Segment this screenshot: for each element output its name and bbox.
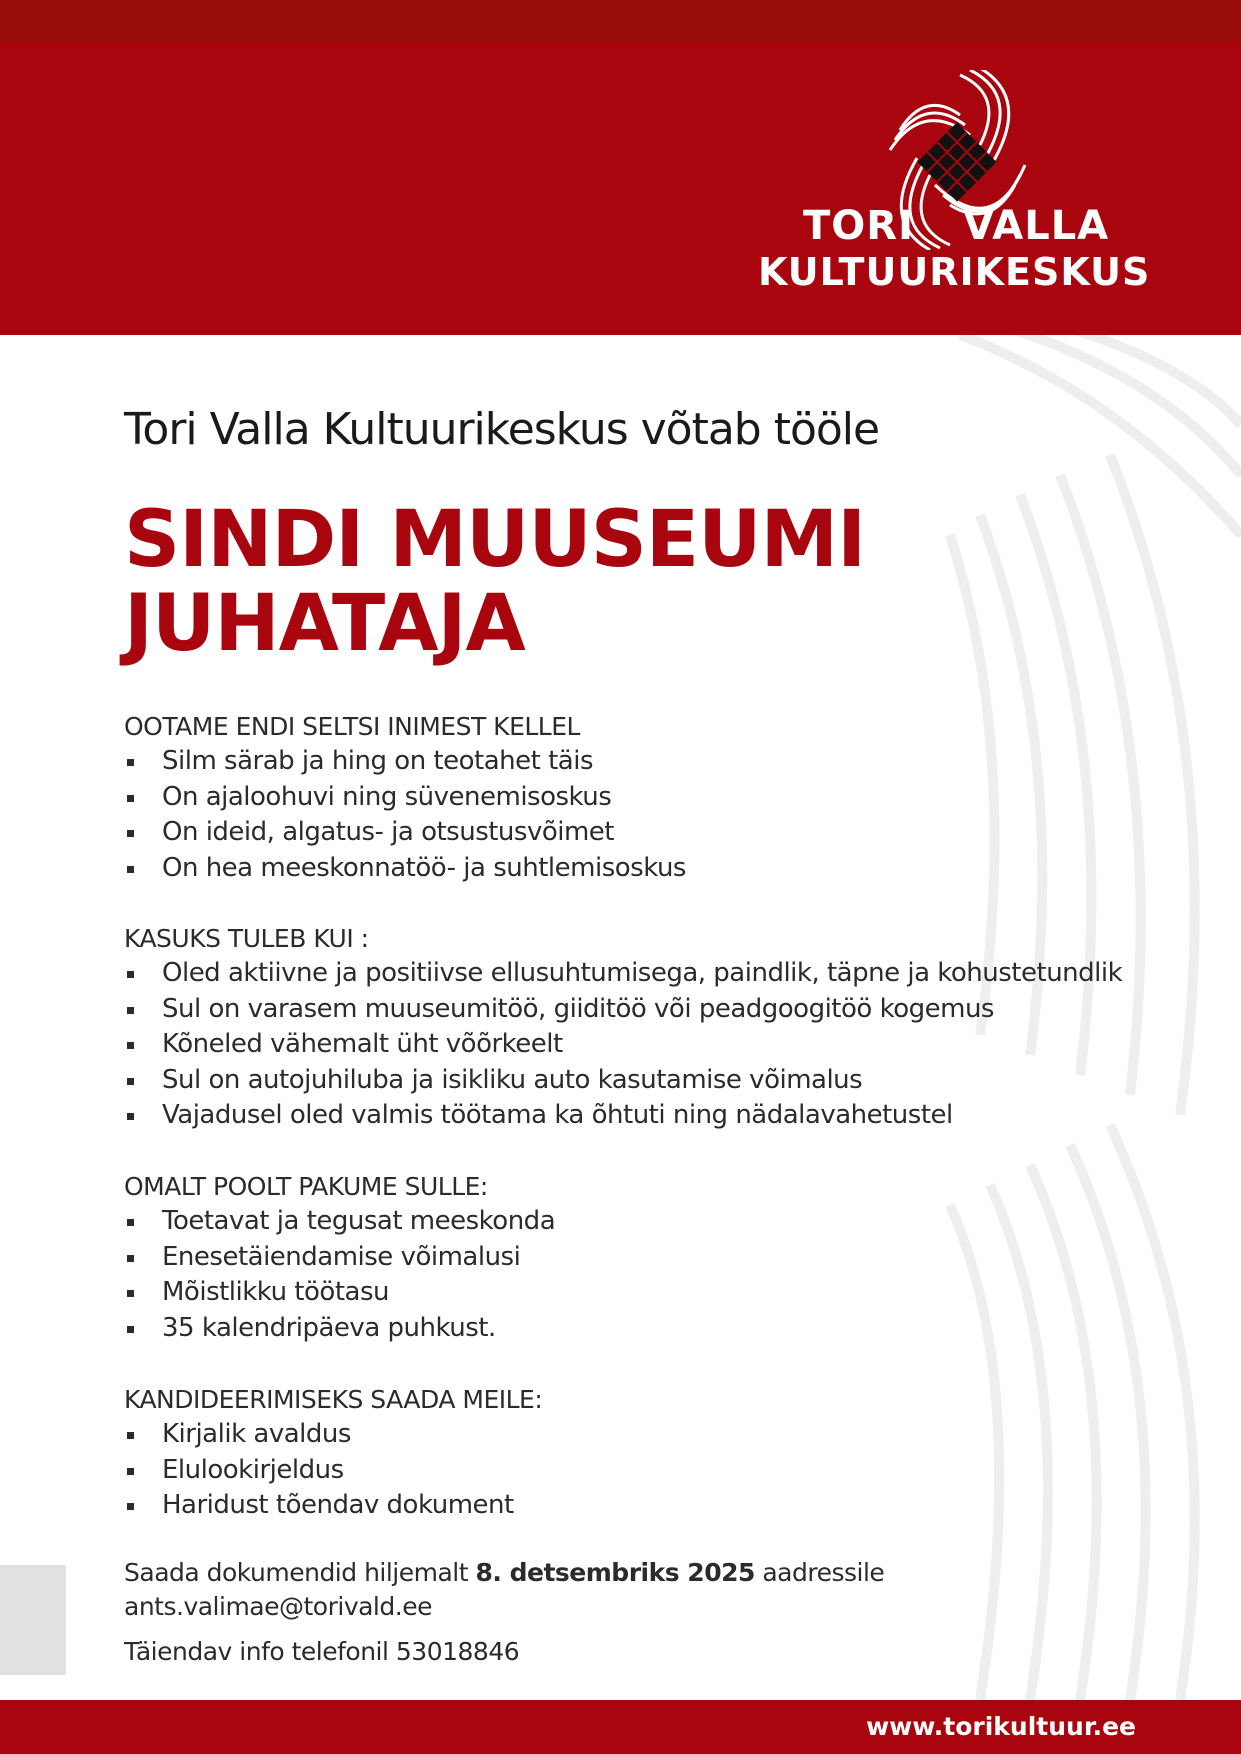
- logo-text-valla: VALLA: [963, 203, 1110, 249]
- bullet-icon: [127, 1503, 134, 1510]
- section-heading: OMALT POOLT PAKUME SULLE:: [124, 1172, 488, 1201]
- section-offer: [124, 1169, 1184, 1346]
- bullet-icon: [127, 1326, 134, 1333]
- list-item: Silm särab ja hing on teotahet täis: [124, 744, 1184, 780]
- list-item: Sul on varasem muuseumitöö, giiditöö või peadgoogitöö kogemus: [124, 992, 1184, 1028]
- bullet-icon: [127, 866, 134, 873]
- bullet-icon: [127, 759, 134, 766]
- section-advantages: [124, 921, 1184, 1134]
- top-strip: [0, 0, 1241, 42]
- bullet-list: [124, 956, 1184, 1134]
- list-item: Elulookirjeldus: [124, 1453, 1184, 1489]
- list-item: Enesetäiendamise võimalusi: [124, 1240, 1184, 1276]
- list-item: Mõistlikku töötasu: [124, 1275, 1184, 1311]
- bullet-list: [124, 744, 1184, 886]
- bullet-icon: [127, 971, 134, 978]
- bullet-icon: [127, 1468, 134, 1475]
- section-application: [124, 1382, 1184, 1524]
- bullet-icon: [127, 1007, 134, 1014]
- bullet-list: [124, 1417, 1184, 1524]
- list-item: On ideid, algatus- ja otsustusvõimet: [124, 815, 1184, 851]
- section-heading: KANDIDEERIMISEKS SAADA MEILE:: [124, 1385, 543, 1414]
- bullet-icon: [127, 1113, 134, 1120]
- contact-email[interactable]: ants.valimae@torivald.ee: [124, 1592, 432, 1621]
- bullet-icon: [127, 1219, 134, 1226]
- section-heading: KASUKS TULEB KUI :: [124, 924, 369, 953]
- list-item: On hea meeskonnatöö- ja suhtlemisoskus: [124, 851, 1184, 887]
- side-grey-block: [0, 1565, 66, 1675]
- list-item: Toetavat ja tegusat meeskonda: [124, 1204, 1184, 1240]
- list-item: On ajaloohuvi ning süvenemisoskus: [124, 780, 1184, 816]
- bullet-icon: [127, 795, 134, 802]
- contact-phone: Täiendav info telefonil 53018846: [124, 1637, 520, 1666]
- section-heading: OOTAME ENDI SELTSI INIMEST KELLEL: [124, 712, 580, 741]
- bullet-list: [124, 1204, 1184, 1346]
- website-link[interactable]: www.torikultuur.ee: [866, 1712, 1136, 1741]
- list-item: Oled aktiivne ja positiivse ellusuhtumisega, paindlik, täpne ja kohustetundlik: [124, 956, 1184, 992]
- deadline-date: 8. detsembriks 2025: [475, 1558, 755, 1587]
- job-title-line-2: JUHATAJA: [124, 579, 525, 669]
- bullet-icon: [127, 830, 134, 837]
- deadline-line: Saada dokumendid hiljemalt 8. detsembriks 2025 aadressile: [124, 1558, 885, 1587]
- list-item: 35 kalendripäeva puhkust.: [124, 1311, 1184, 1347]
- list-item: Sul on autojuhiluba ja isikliku auto kasutamise võimalus: [124, 1063, 1184, 1099]
- organization-logo: [745, 70, 1165, 300]
- list-item: Haridust tõendav dokument: [124, 1488, 1184, 1524]
- section-expectations: [124, 709, 1184, 886]
- job-title-line-1: SINDI MUUSEUMI: [124, 495, 866, 585]
- list-item: Kirjalik avaldus: [124, 1417, 1184, 1453]
- bullet-icon: [127, 1290, 134, 1297]
- bullet-icon: [127, 1078, 134, 1085]
- list-item: Kõneled vähemalt üht võõrkeelt: [124, 1027, 1184, 1063]
- intro-heading: Tori Valla Kultuurikeskus võtab tööle: [124, 404, 880, 455]
- bullet-icon: [127, 1432, 134, 1439]
- job-title: [124, 495, 866, 669]
- logo-text-kultuurikeskus: KULTUURIKESKUS: [758, 250, 1151, 294]
- bullet-icon: [127, 1042, 134, 1049]
- bullet-icon: [127, 1255, 134, 1262]
- footer-bar: [0, 1700, 1241, 1754]
- logo-text-tori: TORI: [803, 203, 914, 249]
- list-item: Vajadusel oled valmis töötama ka õhtuti ning nädalavahetustel: [124, 1098, 1184, 1134]
